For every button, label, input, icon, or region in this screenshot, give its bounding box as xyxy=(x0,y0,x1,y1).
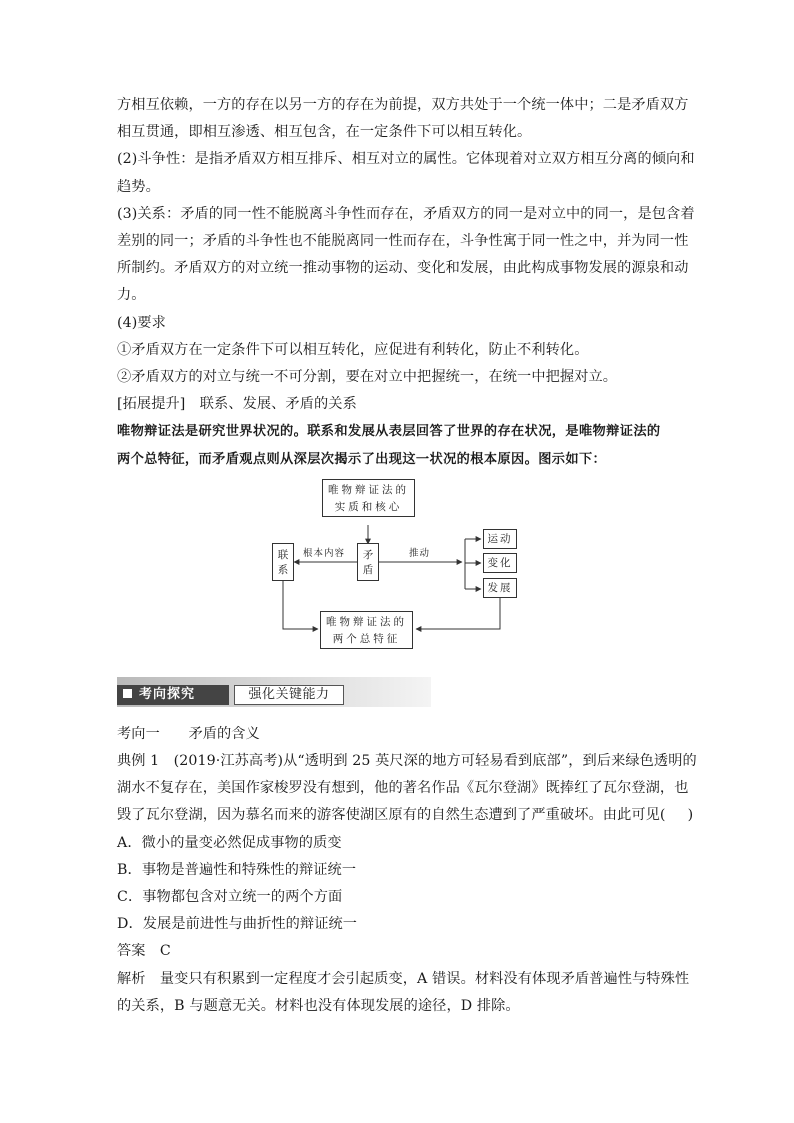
question-heading: 考向一 矛盾的含义 xyxy=(117,725,260,742)
bold-text-line: 两个总特征，而矛盾观点则从深层次揭示了出现这一状况的根本原因。图示如下： xyxy=(117,451,607,467)
contradiction-box-char: 盾 xyxy=(362,563,374,576)
question-stem-close: ) xyxy=(687,807,694,824)
core-box xyxy=(322,479,415,517)
text-line: (2)斗争性：是指矛盾双方相互排斥、相互对立的属性。它体现着对立双方相互分离的倾向和 xyxy=(117,151,695,168)
change-box: 变化 xyxy=(483,553,517,573)
features-box xyxy=(320,611,413,649)
question-stem-line: 典例 1 (2019·江苏高考)从“透明到 25 英尺深的地方可轻易看到底部”，到后来绿色透明的 xyxy=(117,753,697,770)
text-line: 差别的同一；矛盾的斗争性也不能脱离同一性而存在，斗争性寓于同一性之中，并为同一性 xyxy=(117,233,689,250)
text-line: 趋势。 xyxy=(117,178,160,195)
option-b: B．事物是普遍性和特殊性的辩证统一 xyxy=(117,861,357,878)
motion-box: 运动 xyxy=(483,529,517,549)
bold-text-line: 唯物辩证法是研究世界状况的。联系和发展从表层回答了世界的存在状况，是唯物辩证法的 xyxy=(117,424,661,440)
development-box: 发展 xyxy=(483,578,517,598)
connection-box xyxy=(272,543,294,581)
relationship-diagram xyxy=(117,479,683,667)
question-stem-text: 毁了瓦尔登湖，因为慕名而来的游客使湖区原有的自然生态遭到了严重破坏。由此可见( xyxy=(117,807,666,824)
banner-subtitle: 强化关键能力 xyxy=(234,685,344,705)
features-box-line: 两个总特征 xyxy=(332,632,401,645)
question-stem-line xyxy=(117,802,694,829)
text-line: (4)要求 xyxy=(117,314,166,331)
answer-line: 答案 C xyxy=(117,943,171,960)
analysis-line: 解析 量变只有积累到一定程度才会引起质变，A 错误。材料没有体现矛盾普遍性与特殊性 xyxy=(117,970,690,987)
features-box-line: 唯物辩证法的 xyxy=(326,615,407,628)
square-bullet-icon xyxy=(123,689,132,698)
option-d: D．发展是前进性与曲折性的辩证统一 xyxy=(117,916,358,933)
text-line: 所制约。矛盾双方的对立统一推动事物的运动、变化和发展，由此构成事物发展的源泉和动 xyxy=(117,260,689,277)
text-line: 方相互依赖，一方的存在以另一方的存在为前提，双方共处于一个统一体中；二是矛盾双方 xyxy=(117,97,689,113)
option-c: C．事物都包含对立统一的两个方面 xyxy=(117,889,343,906)
contradiction-box-char: 矛 xyxy=(362,548,374,561)
section-heading: [拓展提升] 联系、发展、矛盾的关系 xyxy=(117,396,357,413)
banner-title: 考向探究 xyxy=(139,686,196,702)
core-box-line: 实质和核心 xyxy=(334,500,403,513)
banner-title-block xyxy=(117,685,229,705)
option-a: A．微小的量变必然促成事物的质变 xyxy=(117,834,342,851)
text-line: 力。 xyxy=(117,287,146,304)
page-content xyxy=(117,92,697,1020)
contradiction-box xyxy=(357,543,379,581)
text-line: ②矛盾双方的对立与统一不可分割，要在对立中把握统一，在统一中把握对立。 xyxy=(117,369,618,386)
arrow-connection-to-features xyxy=(283,581,318,629)
connection-box-char: 系 xyxy=(277,563,289,576)
text-line: ①矛盾双方在一定条件下可以相互转化，应促进有利转化，防止不利转化。 xyxy=(117,341,589,358)
section-banner xyxy=(117,677,431,707)
text-line: 相互贯通，即相互渗透、相互包含，在一定条件下可以相互转化。 xyxy=(117,124,532,141)
label-drive: 推动 xyxy=(409,545,430,559)
connection-box-char: 联 xyxy=(277,548,289,561)
question-stem-line: 湖水不复存在，美国作家梭罗没有想到，他的著名作品《瓦尔登湖》既捧红了瓦尔登湖，也 xyxy=(117,780,689,797)
arrow-development-to-features xyxy=(416,598,500,629)
label-fundamental-content: 根本内容 xyxy=(303,545,345,559)
text-line: (3)关系：矛盾的同一性不能脱离斗争性而存在，矛盾双方的同一是对立中的同一，是包含着 xyxy=(117,205,695,222)
analysis-line: 的关系，B 与题意无关。材料也没有体现发展的途径，D 排除。 xyxy=(117,997,520,1014)
core-box-line: 唯物辩证法的 xyxy=(328,483,409,496)
